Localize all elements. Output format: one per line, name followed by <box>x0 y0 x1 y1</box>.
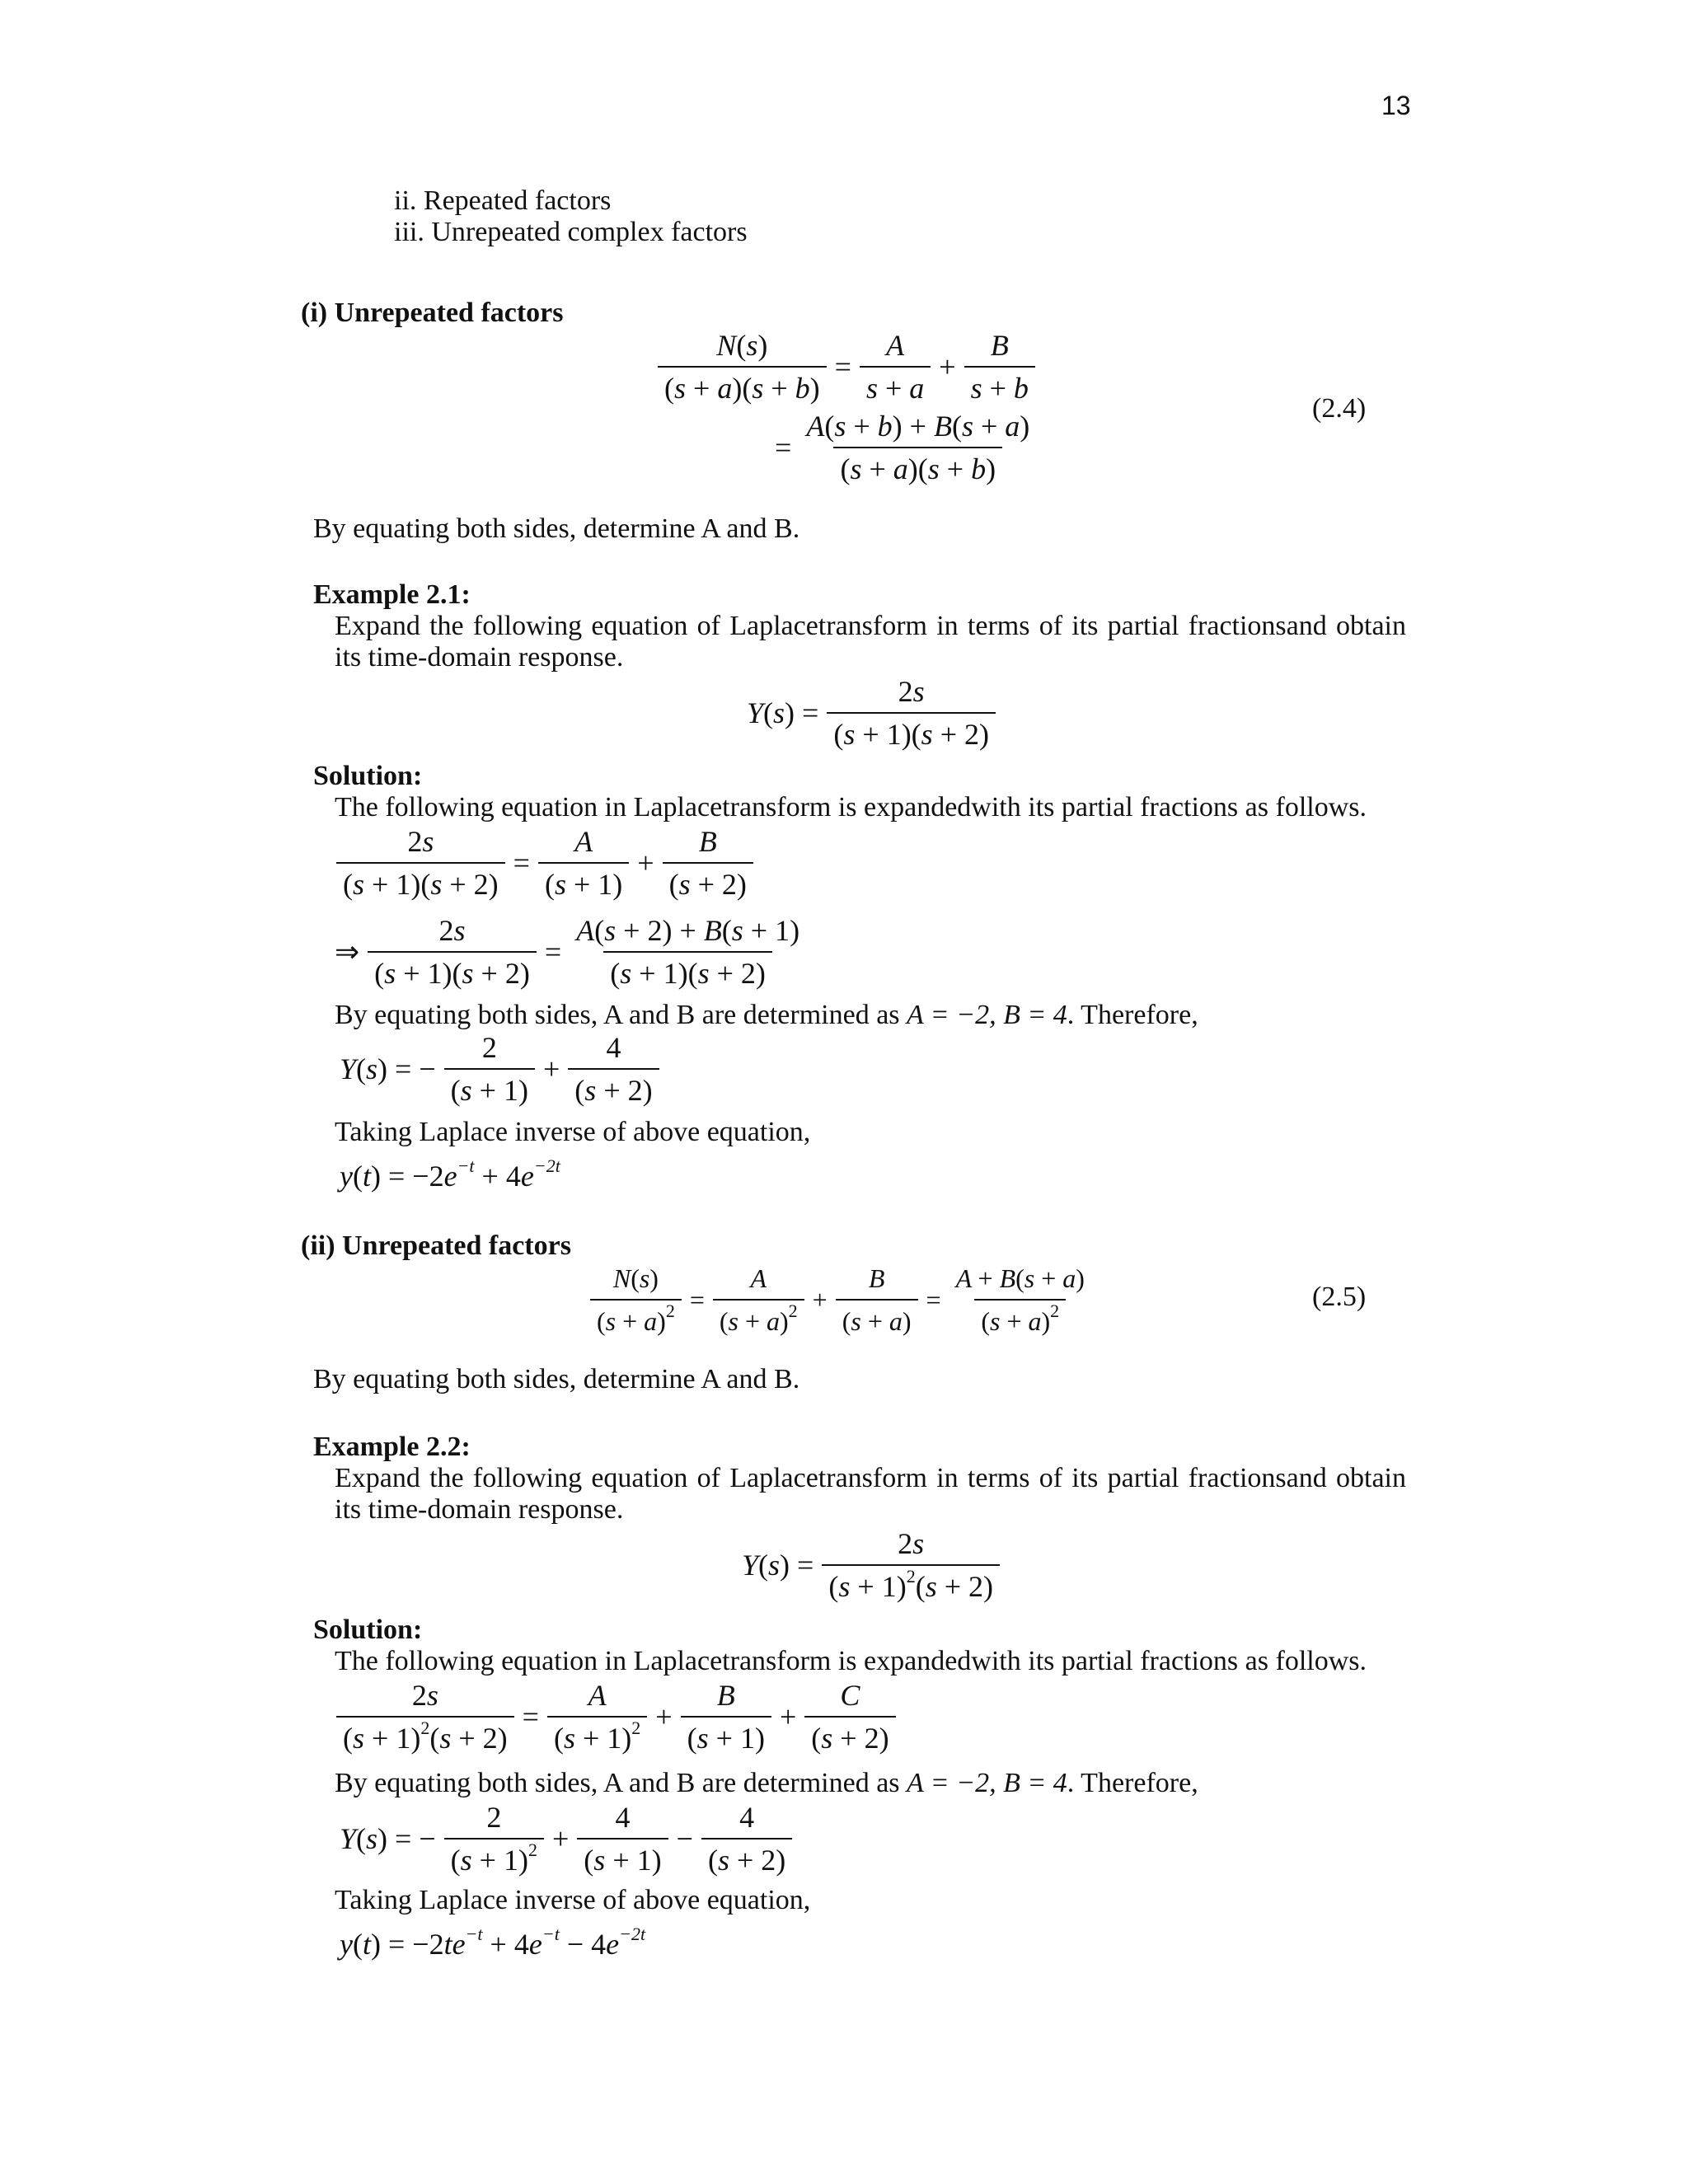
example-2-1-heading: Example 2.1: <box>313 579 471 610</box>
example-2-1-ys: Y(s) = $\frac{2s}{(s + 1)(s + 2)}$ <box>747 674 1004 752</box>
example-2-1-line2: its time-domain response. <box>335 642 624 673</box>
equation-2-5: $\frac{N(s)}{(s + a)^2}$ = $\frac{A}{(s + a)^2}$ + $\frac{B}{(s + a)}$ = $\frac{A + B(s + a)}{(s + a)^2}$ <box>582 1261 1100 1338</box>
therefore-text: . Therefore, <box>1067 1000 1198 1030</box>
example-2-2-ys: Y(s) = $\frac{2s}{(s + 1)^2(s + 2)}$ <box>742 1526 1008 1604</box>
example-2-2-expansion: $\frac{2s}{(s + 1)^2(s + 2)}$ = $\frac{A}{(s + 1)^2}$ + $\frac{B}{(s + 1)}$ + $\frac{C}{(s + 2)}$ <box>328 1678 904 1755</box>
example-2-2-equating-line <box>335 1767 1198 1800</box>
list-item-repeated: ii. Repeated factors <box>394 185 612 216</box>
example-2-1-equating-line <box>335 999 1198 1032</box>
example-2-2-inverse-text: Taking Laplace inverse of above equation, <box>335 1885 811 1915</box>
example-2-1-time-response: $y(t) = -2e^{-t} + 4e^{-2t}$ <box>340 1155 560 1193</box>
example-2-1-expansion: $\frac{2s}{(s + 1)(s + 2)}$ = $\frac{A}{(s + 1)}$ + $\frac{B}{(s + 2)}$ <box>328 824 762 902</box>
example-2-1-ys-result: Y(s) = − $\frac{2}{(s + 1)}$ + $\frac{4}{(s + 2)}$ <box>340 1030 668 1108</box>
ab-values-2: A = −2, B = 4 <box>907 1768 1067 1798</box>
example-2-1-solution-heading: Solution: <box>313 761 423 791</box>
ab-values: A = −2, B = 4 <box>907 1000 1067 1030</box>
equation-number-2-4: (2.4) <box>1312 393 1367 424</box>
page-number: 13 <box>1381 91 1411 120</box>
example-2-1-line1: Expand the following equation of Laplacetransform in terms of its partial fractionsand obtain <box>335 611 1406 641</box>
equating-note-2: By equating both sides, determine A and B. <box>313 1364 800 1394</box>
equation-2-4-line1: $\frac{N(s)}{(s + a)(s + b)}$ = $\frac{A}{s + a}$ + $\frac{B}{s + b}$ <box>649 328 1043 405</box>
example-2-1-inverse-text: Taking Laplace inverse of above equation, <box>335 1117 811 1147</box>
equation-2-4-line2: = $\frac{A(s + b) + B(s + a)}{(s + a)(s + b)}$ <box>775 410 1030 485</box>
example-2-2-line1: Expand the following equation of Laplacetransform in terms of its partial fractionsand obtain <box>335 1463 1406 1493</box>
equating-note-1: By equating both sides, determine A and B. <box>313 513 800 544</box>
example-2-1-combined: ⇒ $\frac{2s}{(s + 1)(s + 2)}$ = $\frac{A(s + 2) + B(s + 1)}{(s + 1)(s + 2)}$ <box>335 914 800 990</box>
example-2-2-heading: Example 2.2: <box>313 1432 471 1462</box>
example-2-1-solution-line: The following equation in Laplacetransform is expandedwith its partial fractions as follows. <box>335 792 1367 823</box>
section-heading-unrepeated-2: (ii) Unrepeated factors <box>301 1230 571 1261</box>
therefore-text-2: . Therefore, <box>1067 1768 1198 1798</box>
example-2-2-solution-heading: Solution: <box>313 1615 423 1645</box>
example-2-2-line2: its time-domain response. <box>335 1494 624 1525</box>
section-heading-unrepeated: (i) Unrepeated factors <box>301 298 564 328</box>
example-2-2-solution-line: The following equation in Laplacetransform is expandedwith its partial fractions as follows. <box>335 1646 1367 1676</box>
list-item-complex: iii. Unrepeated complex factors <box>394 217 748 247</box>
equating-text-2: By equating both sides, A and B are determined as <box>335 1768 900 1798</box>
equating-text: By equating both sides, A and B are determined as <box>335 1000 900 1030</box>
example-2-2-time-response: $y(t) = -2te^{-t} + 4e^{-t} - 4e^{-2t}$ <box>340 1924 646 1961</box>
example-2-2-ys-result: Y(s) = − $\frac{2}{(s + 1)^2}$ + $\frac{4}{(s + 1)}$ − $\frac{4}{(s + 2)}$ <box>340 1800 800 1877</box>
equation-number-2-5: (2.5) <box>1312 1282 1367 1312</box>
